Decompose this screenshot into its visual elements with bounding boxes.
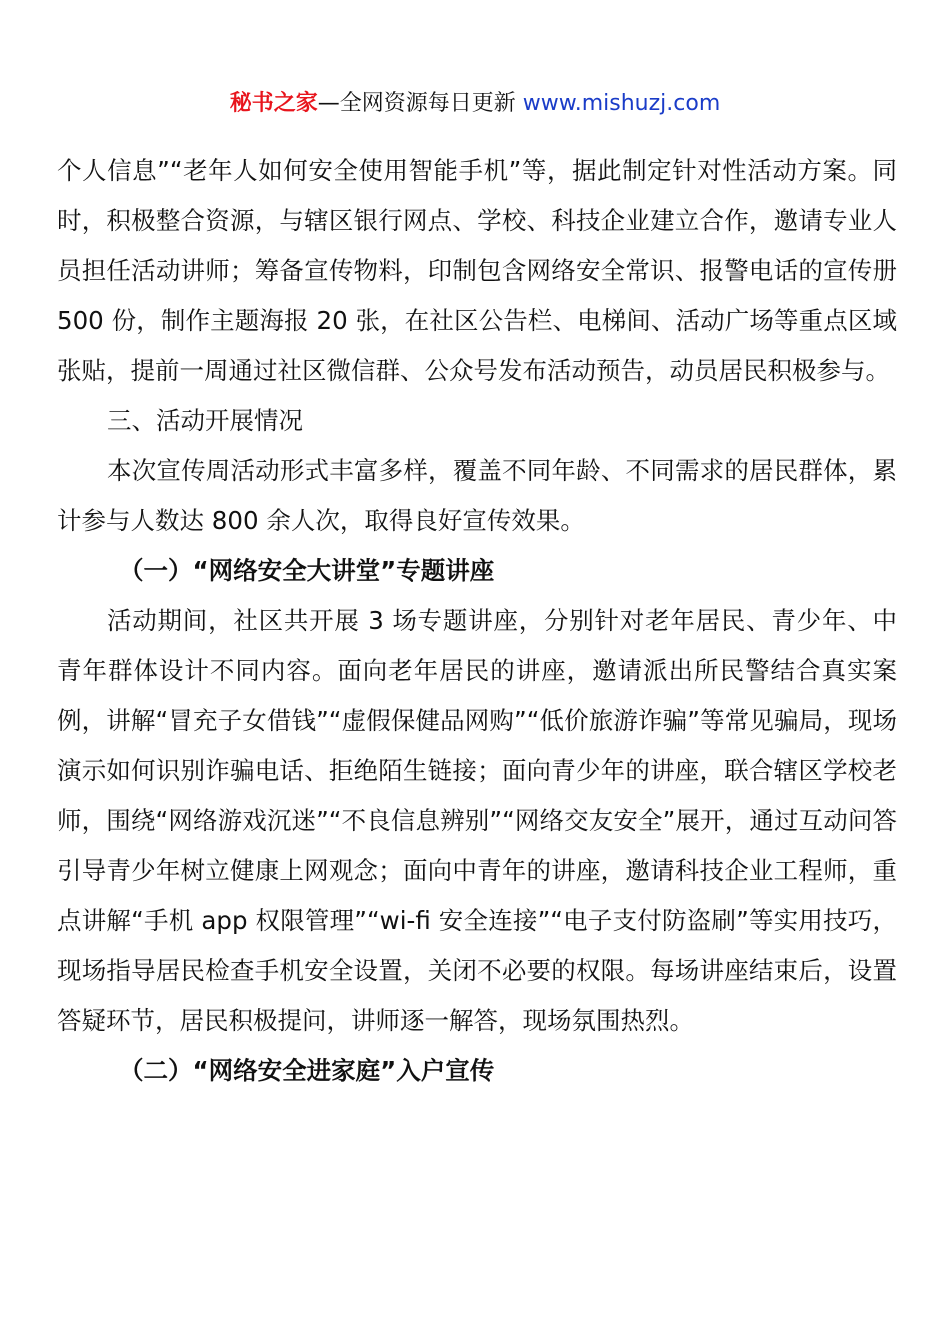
- site-url-link[interactable]: www.mishuzj.com: [522, 91, 721, 116]
- subsection-heading-1: （一）“网络安全大讲堂”专题讲座: [119, 556, 495, 585]
- brand-name: 秘书之家: [229, 91, 318, 116]
- document-body: [57, 146, 897, 1096]
- paragraph-continued: 个人信息”“老年人如何安全使用智能手机”等，据此制定针对性活动方案。同时，积极整合资源，与辖区银行网点、学校、科技企业建立合作，邀请专业人员担任活动讲师；筹备宣传物料，印制包含网络安全常识、报警电话的宣传册 500 份，制作主题海报 20 张，在社区公告栏、电梯间、活动广场等重点区域张贴，提前一周通过社区微信群、公众号发布活动预告，动员居民积极参与。: [57, 156, 897, 385]
- section-intro-paragraph: 本次宣传周活动形式丰富多样，覆盖不同年龄、不同需求的居民群体，累计参与人数达 800 余人次，取得良好宣传效果。: [57, 456, 897, 535]
- section-heading: 三、活动开展情况: [107, 406, 303, 435]
- subsection-1-paragraph: 活动期间，社区共开展 3 场专题讲座，分别针对老年居民、青少年、中青年群体设计不同内容。面向老年居民的讲座，邀请派出所民警结合真实案例，讲解“冒充子女借钱”“虚假保健品网购”“低价旅游诈骗”等常见骗局，现场演示如何识别诈骗电话、拒绝陌生链接；面向青少年的讲座，联合辖区学校老师，围绕“网络游戏沉迷”“不良信息辨别”“网络交友安全”展开，通过互动问答引导青少年树立健康上网观念；面向中青年的讲座，邀请科技企业工程师，重点讲解“手机 app 权限管理”“wi-fi 安全连接”“电子支付防盗刷”等实用技巧，现场指导居民检查手机安全设置，关闭不必要的权限。每场讲座结束后，设置答疑环节，居民积极提问，讲师逐一解答，现场氛围热烈。: [57, 606, 897, 1035]
- subsection-heading-2: （二）“网络安全进家庭”入户宣传: [119, 1056, 495, 1085]
- header-slogan: —全网资源每日更新: [317, 91, 523, 116]
- site-header: [0, 88, 950, 120]
